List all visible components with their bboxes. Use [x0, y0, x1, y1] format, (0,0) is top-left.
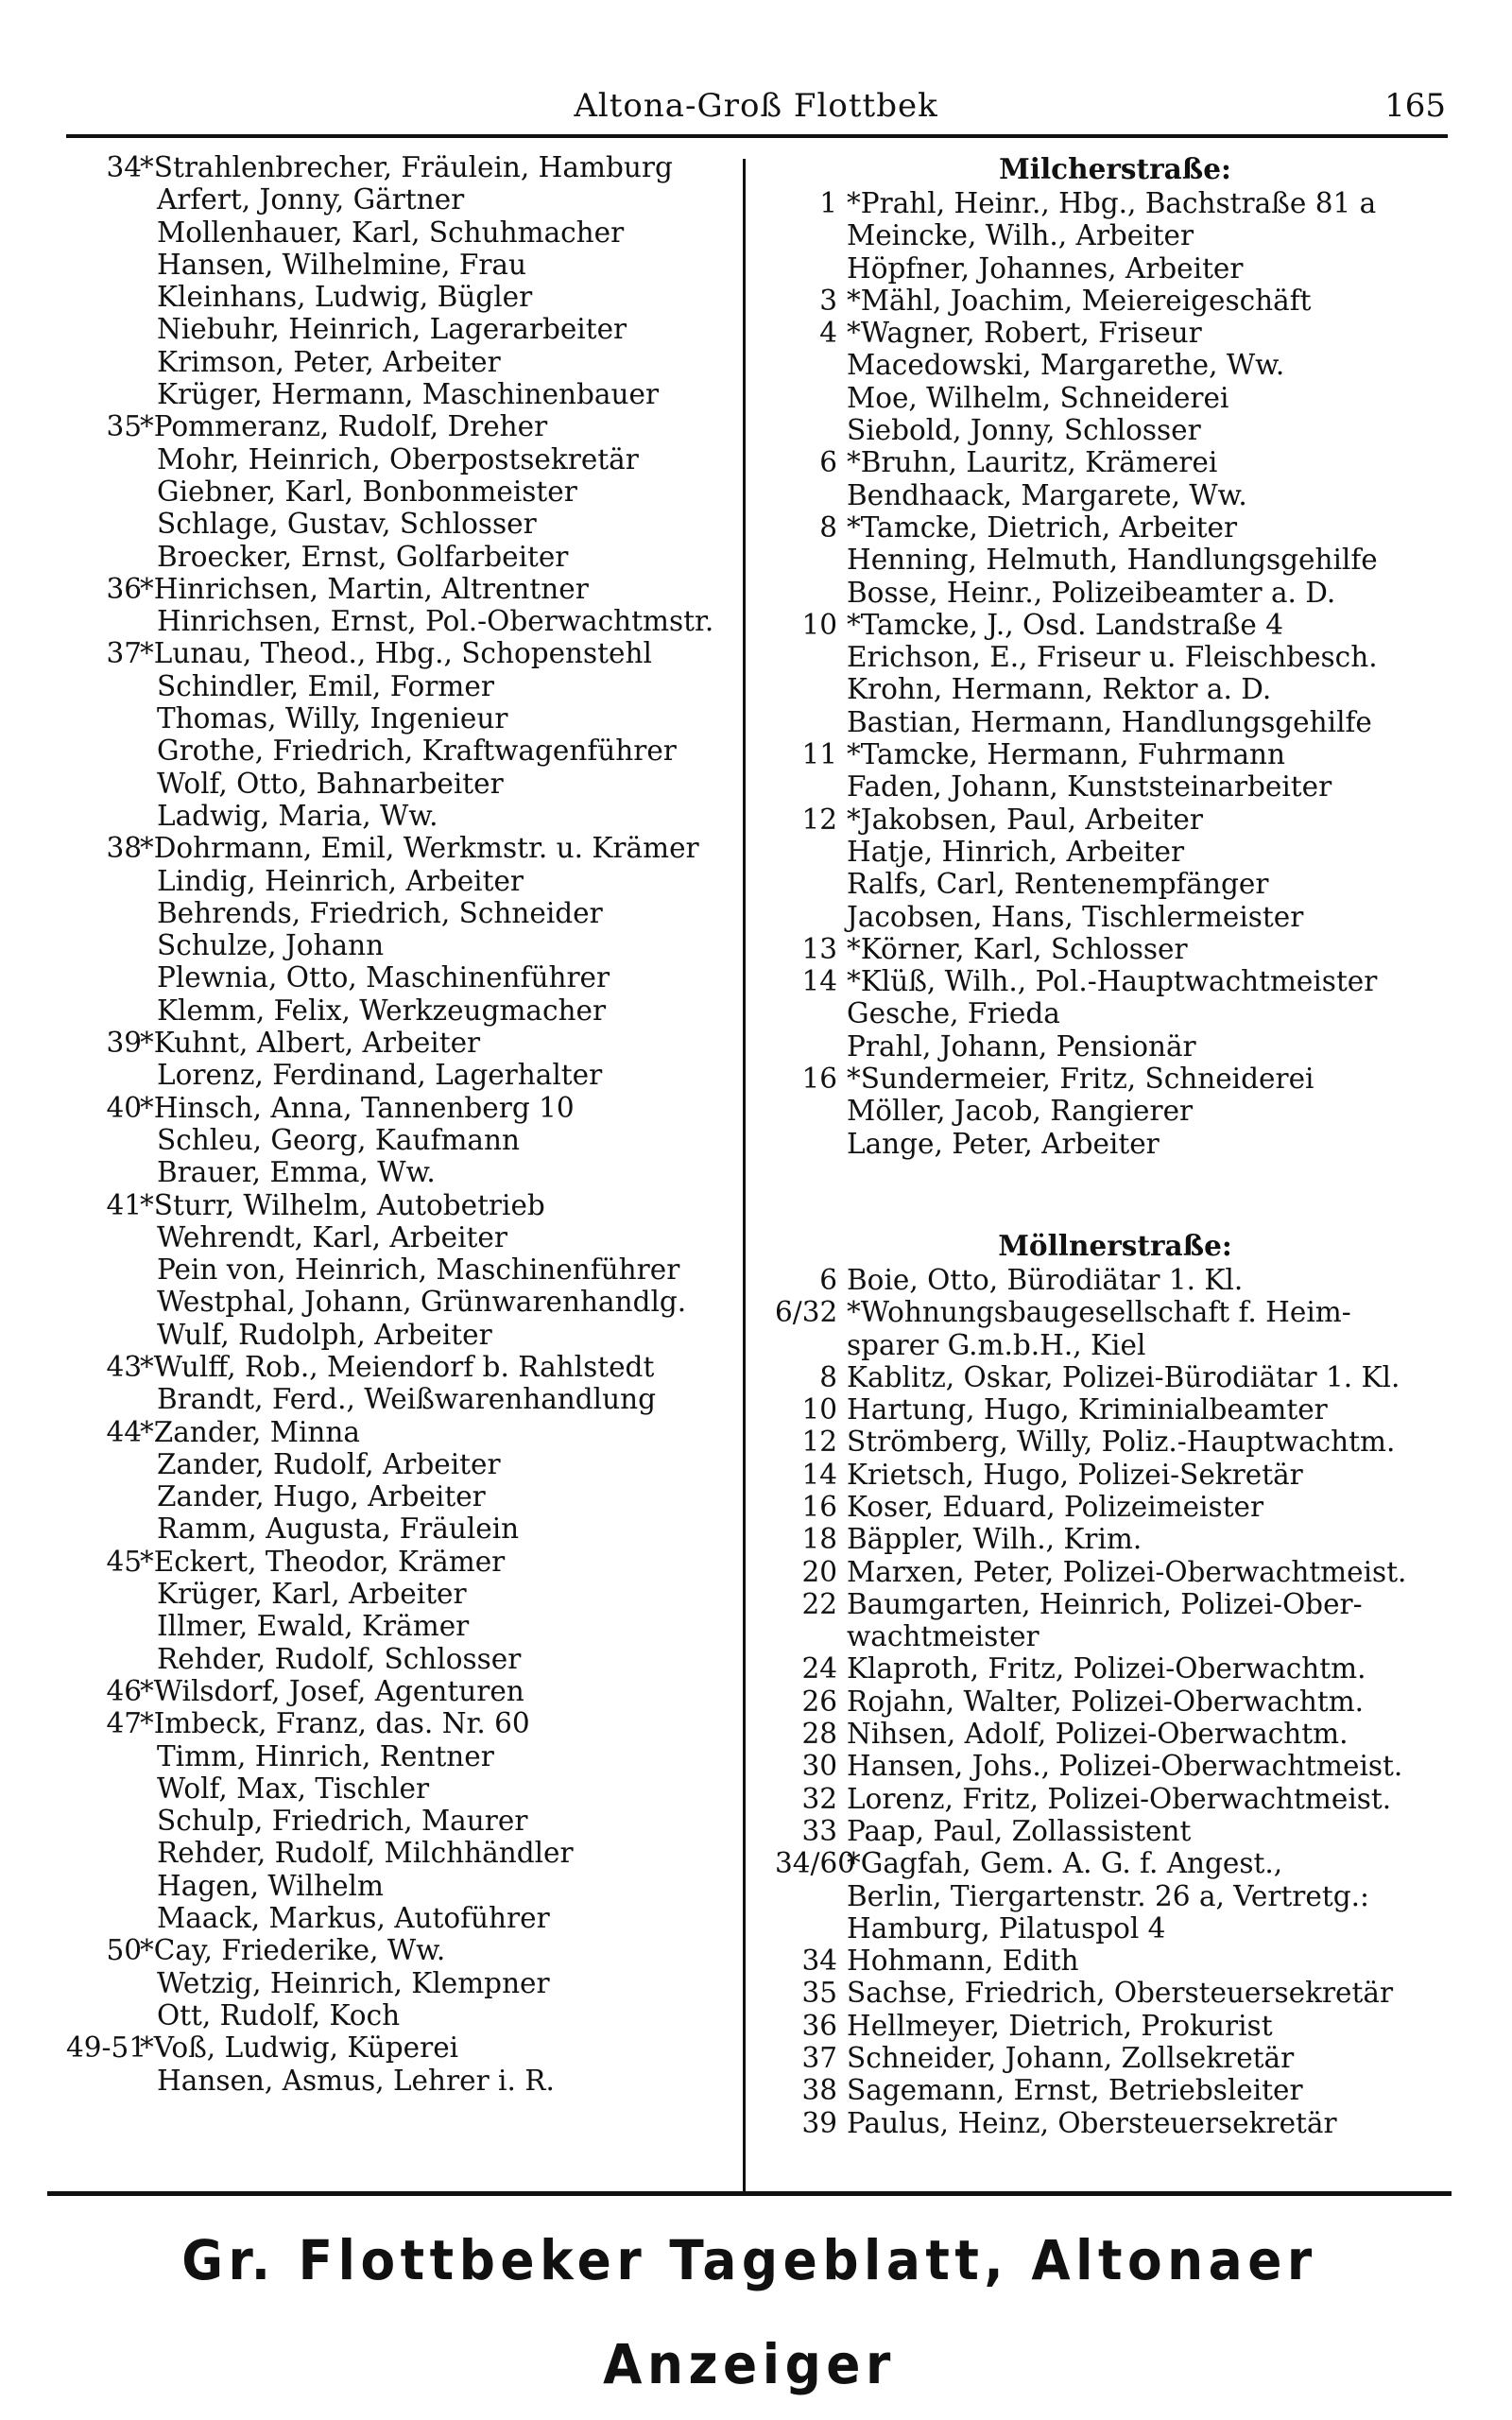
directory-entry [66, 605, 728, 637]
directory-entry [66, 541, 728, 573]
resident-text: Hansen, Johs., Polizei-Oberwachtmeist. [847, 1750, 1403, 1783]
house-number: 16 [801, 1063, 837, 1096]
header-rule [66, 134, 1448, 138]
resident-text: Möller, Jacob, Rangierer [847, 1095, 1194, 1128]
resident-text: Wolf, Max, Tischler [157, 1772, 430, 1805]
house-number: 32 [801, 1782, 837, 1815]
resident-text: Thomas, Willy, Ingenieur [157, 702, 508, 735]
directory-entry [66, 281, 728, 313]
resident-text: Lorenz, Fritz, Polizei-Oberwachtmeist. [847, 1782, 1392, 1815]
resident-text: Niebuhr, Heinrich, Lagerarbeiter [157, 313, 627, 346]
directory-entry [66, 735, 728, 767]
resident-text: Paap, Paul, Zollassistent [847, 1814, 1192, 1847]
resident-text: Henning, Helmuth, Handlungsgehilfe [847, 544, 1378, 577]
resident-text: Ralfs, Carl, Rentenempfänger [847, 868, 1269, 901]
directory-entry [775, 1718, 1455, 1750]
resident-text: Broecker, Ernst, Golfarbeiter [157, 540, 569, 573]
resident-text: Grothe, Friedrich, Kraftwagenführer [157, 735, 677, 768]
directory-entry [66, 1480, 728, 1512]
directory-entry [66, 1578, 728, 1610]
directory-entry [66, 1610, 728, 1642]
resident-text: Höpfner, Johannes, Arbeiter [847, 251, 1244, 285]
resident-text: Lange, Peter, Arbeiter [847, 1127, 1160, 1160]
directory-entry [66, 800, 728, 832]
resident-text: *Kuhnt, Albert, Arbeiter [140, 1027, 481, 1060]
directory-entry [66, 1512, 728, 1545]
resident-text: Wehrendt, Karl, Arbeiter [157, 1220, 507, 1253]
resident-text: *Sundermeier, Fritz, Schneiderei [847, 1063, 1314, 1096]
directory-entry [66, 313, 728, 345]
directory-entry [775, 577, 1455, 609]
resident-text: Brauer, Emma, Ww. [157, 1156, 436, 1189]
resident-text: Bendhaack, Margarete, Ww. [847, 478, 1247, 511]
resident-text: Hinrichsen, Ernst, Pol.-Oberwachtmstr. [157, 605, 714, 638]
directory-entry [775, 609, 1455, 641]
directory-entry [775, 673, 1455, 705]
directory-entry [775, 1945, 1455, 1977]
resident-text: Schulp, Friedrich, Maurer [157, 1805, 528, 1838]
house-number: 50 [106, 1934, 142, 1967]
directory-entry [775, 997, 1455, 1029]
directory-entry [66, 1902, 728, 1934]
directory-entry [66, 1967, 728, 1999]
directory-entry [66, 1286, 728, 1318]
directory-entry [775, 1296, 1455, 1328]
directory-entry [66, 249, 728, 281]
street-heading: Möllnerstraße: [998, 1228, 1232, 1262]
footer-rule [47, 2191, 1452, 2196]
resident-text: Ott, Rudolf, Koch [157, 1998, 401, 2031]
resident-text: Hansen, Wilhelmine, Frau [157, 248, 527, 281]
directory-entry [66, 1351, 728, 1383]
resident-text: Schneider, Johann, Zollsekretär [847, 2042, 1295, 2075]
directory-entry [775, 1329, 1455, 1361]
resident-text: *Bruhn, Lauritz, Krämerei [847, 446, 1218, 479]
house-number: 34 [801, 1945, 837, 1978]
resident-text: Hagen, Wilhelm [157, 1869, 384, 1902]
directory-entry [66, 702, 728, 735]
house-number: 47 [106, 1707, 142, 1740]
directory-entry [775, 1426, 1455, 1458]
resident-text: Baumgarten, Heinrich, Polizei-Ober- [847, 1587, 1363, 1620]
resident-text: Illmer, Ewald, Krämer [157, 1610, 470, 1643]
directory-entry [66, 346, 728, 378]
directory-entry [66, 637, 728, 669]
resident-text: *Eckert, Theodor, Krämer [140, 1545, 506, 1578]
resident-text: Hansen, Asmus, Lehrer i. R. [157, 2064, 555, 2097]
resident-text: Rojahn, Walter, Polizei-Oberwachtm. [847, 1685, 1365, 1718]
house-number: 40 [106, 1091, 142, 1124]
directory-entry [66, 2031, 728, 2064]
resident-text: Wetzig, Heinrich, Klempner [157, 1966, 550, 1999]
directory-entry [66, 994, 728, 1027]
house-number: 49-51 [66, 2031, 147, 2065]
directory-entry [66, 475, 728, 508]
resident-text: *Wohnungsbaugesellschaft f. Heim- [847, 1296, 1351, 1329]
directory-entry [66, 1124, 728, 1156]
right-column [775, 151, 1455, 2139]
resident-text: Gesche, Frieda [847, 997, 1060, 1030]
resident-text: *Mähl, Joachim, Meiereigeschäft [847, 284, 1312, 317]
resident-text: Boie, Otto, Bürodiätar 1. Kl. [847, 1263, 1244, 1296]
directory-entry [66, 1189, 728, 1221]
resident-text: *Imbeck, Franz, das. Nr. 60 [140, 1707, 530, 1740]
directory-entry [775, 1750, 1455, 1782]
resident-text: *Cay, Friederike, Ww. [140, 1934, 446, 1967]
house-number: 14 [801, 965, 837, 998]
resident-text: Brandt, Ferd., Weißwarenhandlung [157, 1383, 656, 1416]
directory-entry [66, 865, 728, 897]
resident-text: *Wulff, Rob., Meiendorf b. Rahlstedt [140, 1350, 655, 1383]
resident-text: Jacobsen, Hans, Tischlermeister [847, 900, 1304, 933]
house-number: 34/60 [775, 1847, 856, 1880]
resident-text: Mohr, Heinrich, Oberpostsekretär [157, 442, 639, 475]
directory-entry [775, 2010, 1455, 2042]
directory-entry [66, 670, 728, 702]
house-number: 46 [106, 1674, 142, 1707]
directory-entry [66, 151, 728, 183]
directory-entry [775, 1652, 1455, 1685]
directory-entry [775, 187, 1455, 219]
resident-text: Erichson, E., Friseur u. Fleischbesch. [847, 641, 1378, 674]
resident-text: *Pommeranz, Rudolf, Dreher [140, 410, 548, 443]
directory-entry [66, 1837, 728, 1869]
resident-text: *Tamcke, Dietrich, Arbeiter [847, 510, 1238, 544]
directory-entry [775, 1977, 1455, 2009]
resident-text: Meincke, Wilh., Arbeiter [847, 219, 1194, 252]
directory-entry [66, 1934, 728, 1966]
house-number: 36 [801, 2009, 837, 2042]
house-number: 11 [801, 738, 837, 771]
house-number: 35 [106, 410, 142, 443]
resident-text: Plewnia, Otto, Maschinenführer [157, 961, 610, 994]
directory-entry [66, 929, 728, 961]
directory-entry [66, 1253, 728, 1286]
house-number: 4 [819, 317, 837, 350]
house-number: 34 [106, 151, 142, 183]
directory-entry [775, 901, 1455, 933]
directory-entry [66, 1092, 728, 1124]
house-number: 33 [801, 1814, 837, 1847]
house-number: 14 [801, 1458, 837, 1491]
house-number: 45 [106, 1545, 142, 1578]
directory-entry [775, 544, 1455, 576]
resident-text: Krüger, Karl, Arbeiter [157, 1578, 467, 1611]
resident-text: Bosse, Heinr., Polizeibeamter a. D. [847, 576, 1336, 609]
resident-text: Hellmeyer, Dietrich, Prokurist [847, 2009, 1273, 2042]
resident-text: Nihsen, Adolf, Polizei-Oberwachtm. [847, 1718, 1349, 1751]
directory-entry [775, 511, 1455, 544]
directory-entry [775, 1815, 1455, 1847]
directory-entry [66, 1643, 728, 1675]
resident-text: Hartung, Hugo, Kriminialbeamter [847, 1393, 1328, 1426]
resident-text: *Strahlenbrecher, Fräulein, Hamburg [140, 151, 673, 183]
resident-text: *Wilsdorf, Josef, Agenturen [140, 1674, 524, 1707]
resident-text: Moe, Wilhelm, Schneiderei [847, 381, 1229, 414]
directory-entry [775, 349, 1455, 381]
directory-entry [775, 706, 1455, 738]
house-number: 22 [801, 1587, 837, 1620]
resident-text: Krohn, Hermann, Rektor a. D. [847, 673, 1272, 706]
directory-entry [66, 508, 728, 540]
resident-text: wachtmeister [847, 1620, 1040, 1653]
directory-entry [775, 2074, 1455, 2106]
resident-text: *Klüß, Wilh., Pol.-Hauptwachtmeister [847, 965, 1378, 998]
directory-entry [775, 2042, 1455, 2074]
directory-entry [66, 1319, 728, 1351]
directory-entry [66, 378, 728, 410]
resident-text: Faden, Johann, Kunststeinarbeiter [847, 770, 1332, 804]
directory-entry [775, 1620, 1455, 1652]
directory-entry [775, 1523, 1455, 1555]
resident-text: Lindig, Heinrich, Arbeiter [157, 864, 524, 897]
resident-text: Prahl, Johann, Pensionär [847, 1029, 1196, 1063]
house-number: 30 [801, 1750, 837, 1783]
resident-text: Ladwig, Maria, Ww. [157, 799, 438, 832]
page-title: Altona-Groß Flottbek [574, 87, 938, 125]
resident-text: *Tamcke, Hermann, Fuhrmann [847, 738, 1286, 771]
resident-text: Lorenz, Ferdinand, Lagerhalter [157, 1059, 603, 1092]
resident-text: Koser, Eduard, Polizeimeister [847, 1490, 1264, 1523]
house-number: 28 [801, 1718, 837, 1751]
directory-entry [66, 573, 728, 605]
directory-entry [66, 1999, 728, 2031]
resident-text: Ramm, Augusta, Fräulein [157, 1512, 520, 1546]
directory-entry [775, 1264, 1455, 1296]
house-number: 20 [801, 1555, 837, 1588]
directory-entry [66, 410, 728, 442]
directory-entry [66, 1546, 728, 1578]
directory-entry [775, 479, 1455, 511]
house-number: 39 [801, 2106, 837, 2139]
resident-text: Mollenhauer, Karl, Schuhmacher [157, 216, 625, 249]
directory-entry [66, 1416, 728, 1448]
directory-entry [66, 1772, 728, 1805]
resident-text: Sachse, Friedrich, Obersteuersekretär [847, 1977, 1394, 2010]
directory-entry [66, 1805, 728, 1837]
directory-entry [66, 1707, 728, 1739]
page-header [66, 81, 1446, 134]
directory-entry [66, 1870, 728, 1902]
resident-text: *Lunau, Theod., Hbg., Schopenstehl [140, 637, 652, 670]
resident-text: *Hinsch, Anna, Tannenberg 10 [140, 1091, 575, 1124]
directory-entry [66, 183, 728, 216]
house-number: 24 [801, 1652, 837, 1685]
directory-entry [775, 1491, 1455, 1523]
footer-advertisement: Gr. Flottbeker Tageblatt, Altonaer Anzeiger [181, 2228, 1317, 2396]
resident-text: Schulze, Johann [157, 929, 385, 962]
resident-text: *Körner, Karl, Schlosser [847, 932, 1188, 965]
directory-entry [775, 1361, 1455, 1393]
house-number: 13 [801, 932, 837, 965]
resident-text: Krimson, Peter, Arbeiter [157, 345, 501, 378]
resident-text: Maack, Markus, Autoführer [157, 1902, 550, 1935]
directory-entry [775, 868, 1455, 900]
resident-text: *Dohrmann, Emil, Werkmstr. u. Krämer [140, 832, 699, 865]
directory-entry [775, 1685, 1455, 1718]
resident-text: *Zander, Minna [140, 1415, 361, 1448]
resident-text: *Wagner, Robert, Friseur [847, 317, 1202, 350]
resident-text: Sagemann, Ernst, Betriebsleiter [847, 2074, 1303, 2107]
directory-entry [775, 1459, 1455, 1491]
directory-entry [775, 1847, 1455, 1879]
house-number: 44 [106, 1415, 142, 1448]
house-number: 37 [106, 637, 142, 670]
directory-entry [66, 1448, 728, 1480]
directory-entry [66, 216, 728, 249]
directory-entry [66, 443, 728, 475]
resident-text: Schleu, Georg, Kaufmann [157, 1123, 521, 1156]
resident-text: Paulus, Heinz, Obersteuersekretär [847, 2106, 1337, 2139]
directory-entry [775, 2107, 1455, 2139]
house-number: 43 [106, 1350, 142, 1383]
resident-text: Wolf, Otto, Bahnarbeiter [157, 767, 504, 800]
directory-entry [775, 965, 1455, 997]
house-number: 38 [801, 2074, 837, 2107]
column-divider [743, 159, 746, 2191]
house-number: 10 [801, 1393, 837, 1426]
resident-text: Marxen, Peter, Polizei-Oberwachtmeist. [847, 1555, 1407, 1588]
directory-entry [775, 317, 1455, 349]
resident-text: Hamburg, Pilatuspol 4 [847, 1911, 1166, 1945]
house-number: 18 [801, 1523, 837, 1556]
directory-entry [775, 1063, 1455, 1095]
resident-text: Strömberg, Willy, Poliz.-Hauptwachtm. [847, 1426, 1396, 1459]
resident-text: Hohmann, Edith [847, 1945, 1079, 1978]
house-number: 26 [801, 1685, 837, 1718]
directory-entry [775, 1030, 1455, 1063]
directory-entry [66, 961, 728, 994]
directory-entry [775, 1393, 1455, 1426]
resident-text: Kablitz, Oskar, Polizei-Bürodiätar 1. Kl. [847, 1360, 1400, 1393]
resident-text: Bastian, Hermann, Handlungsgehilfe [847, 705, 1372, 738]
page-number: 165 [1384, 87, 1446, 125]
directory-entry [775, 738, 1455, 770]
directory-entry [775, 836, 1455, 868]
directory-entry [66, 1383, 728, 1415]
resident-text: sparer G.m.b.H., Kiel [847, 1328, 1146, 1361]
house-number: 38 [106, 832, 142, 865]
resident-text: Wulf, Rudolph, Arbeiter [157, 1318, 492, 1351]
house-number: 6 [819, 1263, 837, 1296]
house-number: 6 [819, 446, 837, 479]
house-number: 37 [801, 2042, 837, 2075]
house-number: 39 [106, 1027, 142, 1060]
house-number: 8 [819, 1360, 837, 1393]
resident-text: *Voß, Ludwig, Küperei [140, 2031, 459, 2065]
resident-text: Schlage, Gustav, Schlosser [157, 508, 537, 541]
resident-text: Timm, Hinrich, Rentner [157, 1739, 494, 1772]
resident-text: *Gagfah, Gem. A. G. f. Angest., [847, 1847, 1283, 1880]
directory-entry [775, 641, 1455, 673]
resident-text: *Hinrichsen, Martin, Altrentner [140, 572, 589, 605]
resident-text: Zander, Rudolf, Arbeiter [157, 1447, 501, 1480]
directory-entry [775, 252, 1455, 285]
directory-entry [775, 933, 1455, 965]
resident-text: Westphal, Johann, Grünwarenhandlg. [157, 1286, 687, 1319]
directory-entry [66, 1027, 728, 1059]
resident-text: Rehder, Rudolf, Milchhändler [157, 1837, 574, 1870]
house-number: 12 [801, 1426, 837, 1459]
directory-entry [66, 1156, 728, 1188]
directory-entry [66, 768, 728, 800]
resident-text: Siebold, Jonny, Schlosser [847, 414, 1201, 447]
directory-entry [775, 1095, 1455, 1127]
left-column [66, 151, 728, 2097]
resident-text: *Tamcke, J., Osd. Landstraße 4 [847, 608, 1283, 641]
directory-entry [66, 897, 728, 929]
resident-text: Krüger, Hermann, Maschinenbauer [157, 378, 660, 411]
resident-text: *Jakobsen, Paul, Arbeiter [847, 803, 1203, 836]
resident-text: Klaproth, Fritz, Polizei-Oberwachtm. [847, 1652, 1366, 1685]
resident-text: Bäppler, Wilh., Krim. [847, 1523, 1143, 1556]
directory-entry [775, 1588, 1455, 1620]
resident-text: Pein von, Heinrich, Maschinenführer [157, 1253, 680, 1287]
resident-text: Schindler, Emil, Former [157, 669, 494, 702]
directory-entry [775, 414, 1455, 446]
resident-text: Hatje, Hinrich, Arbeiter [847, 835, 1185, 868]
resident-text: Behrends, Friedrich, Schneider [157, 896, 603, 929]
resident-text: *Prahl, Heinr., Hbg., Bachstraße 81 a [847, 187, 1377, 219]
house-number: 3 [819, 284, 837, 317]
resident-text: Giebner, Karl, Bonbonmeister [157, 475, 577, 508]
section-gap [775, 1160, 1455, 1228]
directory-entry [775, 1128, 1455, 1160]
house-number: 1 [819, 187, 837, 219]
directory-entry [775, 1880, 1455, 1912]
resident-text: Berlin, Tiergartenstr. 26 a, Vertretg.: [847, 1879, 1369, 1912]
resident-text: Rehder, Rudolf, Schlosser [157, 1642, 522, 1675]
directory-entry [66, 832, 728, 864]
house-number: 10 [801, 608, 837, 641]
house-number: 12 [801, 803, 837, 836]
directory-entry [775, 446, 1455, 478]
resident-text: Zander, Hugo, Arbeiter [157, 1480, 486, 1513]
directory-entry [66, 1740, 728, 1772]
directory-entry [66, 2065, 728, 2097]
house-number: 35 [801, 1977, 837, 2010]
directory-entry [775, 804, 1455, 836]
directory-entry [775, 285, 1455, 317]
directory-entry [66, 1221, 728, 1253]
house-number: 16 [801, 1490, 837, 1523]
resident-text: Macedowski, Margarethe, Ww. [847, 349, 1285, 382]
directory-entry [775, 1912, 1455, 1945]
resident-text: *Sturr, Wilhelm, Autobetrieb [140, 1188, 545, 1221]
resident-text: Klemm, Felix, Werkzeugmacher [157, 994, 607, 1027]
house-number: 41 [106, 1188, 142, 1221]
resident-text: Kleinhans, Ludwig, Bügler [157, 281, 533, 314]
directory-entry [775, 1556, 1455, 1588]
directory-entry [66, 1059, 728, 1091]
directory-entry [775, 770, 1455, 803]
directory-entry [775, 382, 1455, 414]
directory-entry [775, 219, 1455, 251]
house-number: 8 [819, 510, 837, 544]
street-heading: Milcherstraße: [999, 152, 1231, 185]
house-number: 6/32 [775, 1296, 838, 1329]
resident-text: Krietsch, Hugo, Polizei-Sekretär [847, 1458, 1303, 1491]
directory-entry [66, 1675, 728, 1707]
directory-entry [775, 1783, 1455, 1815]
resident-text: Arfert, Jonny, Gärtner [157, 183, 465, 216]
house-number: 36 [106, 572, 142, 605]
